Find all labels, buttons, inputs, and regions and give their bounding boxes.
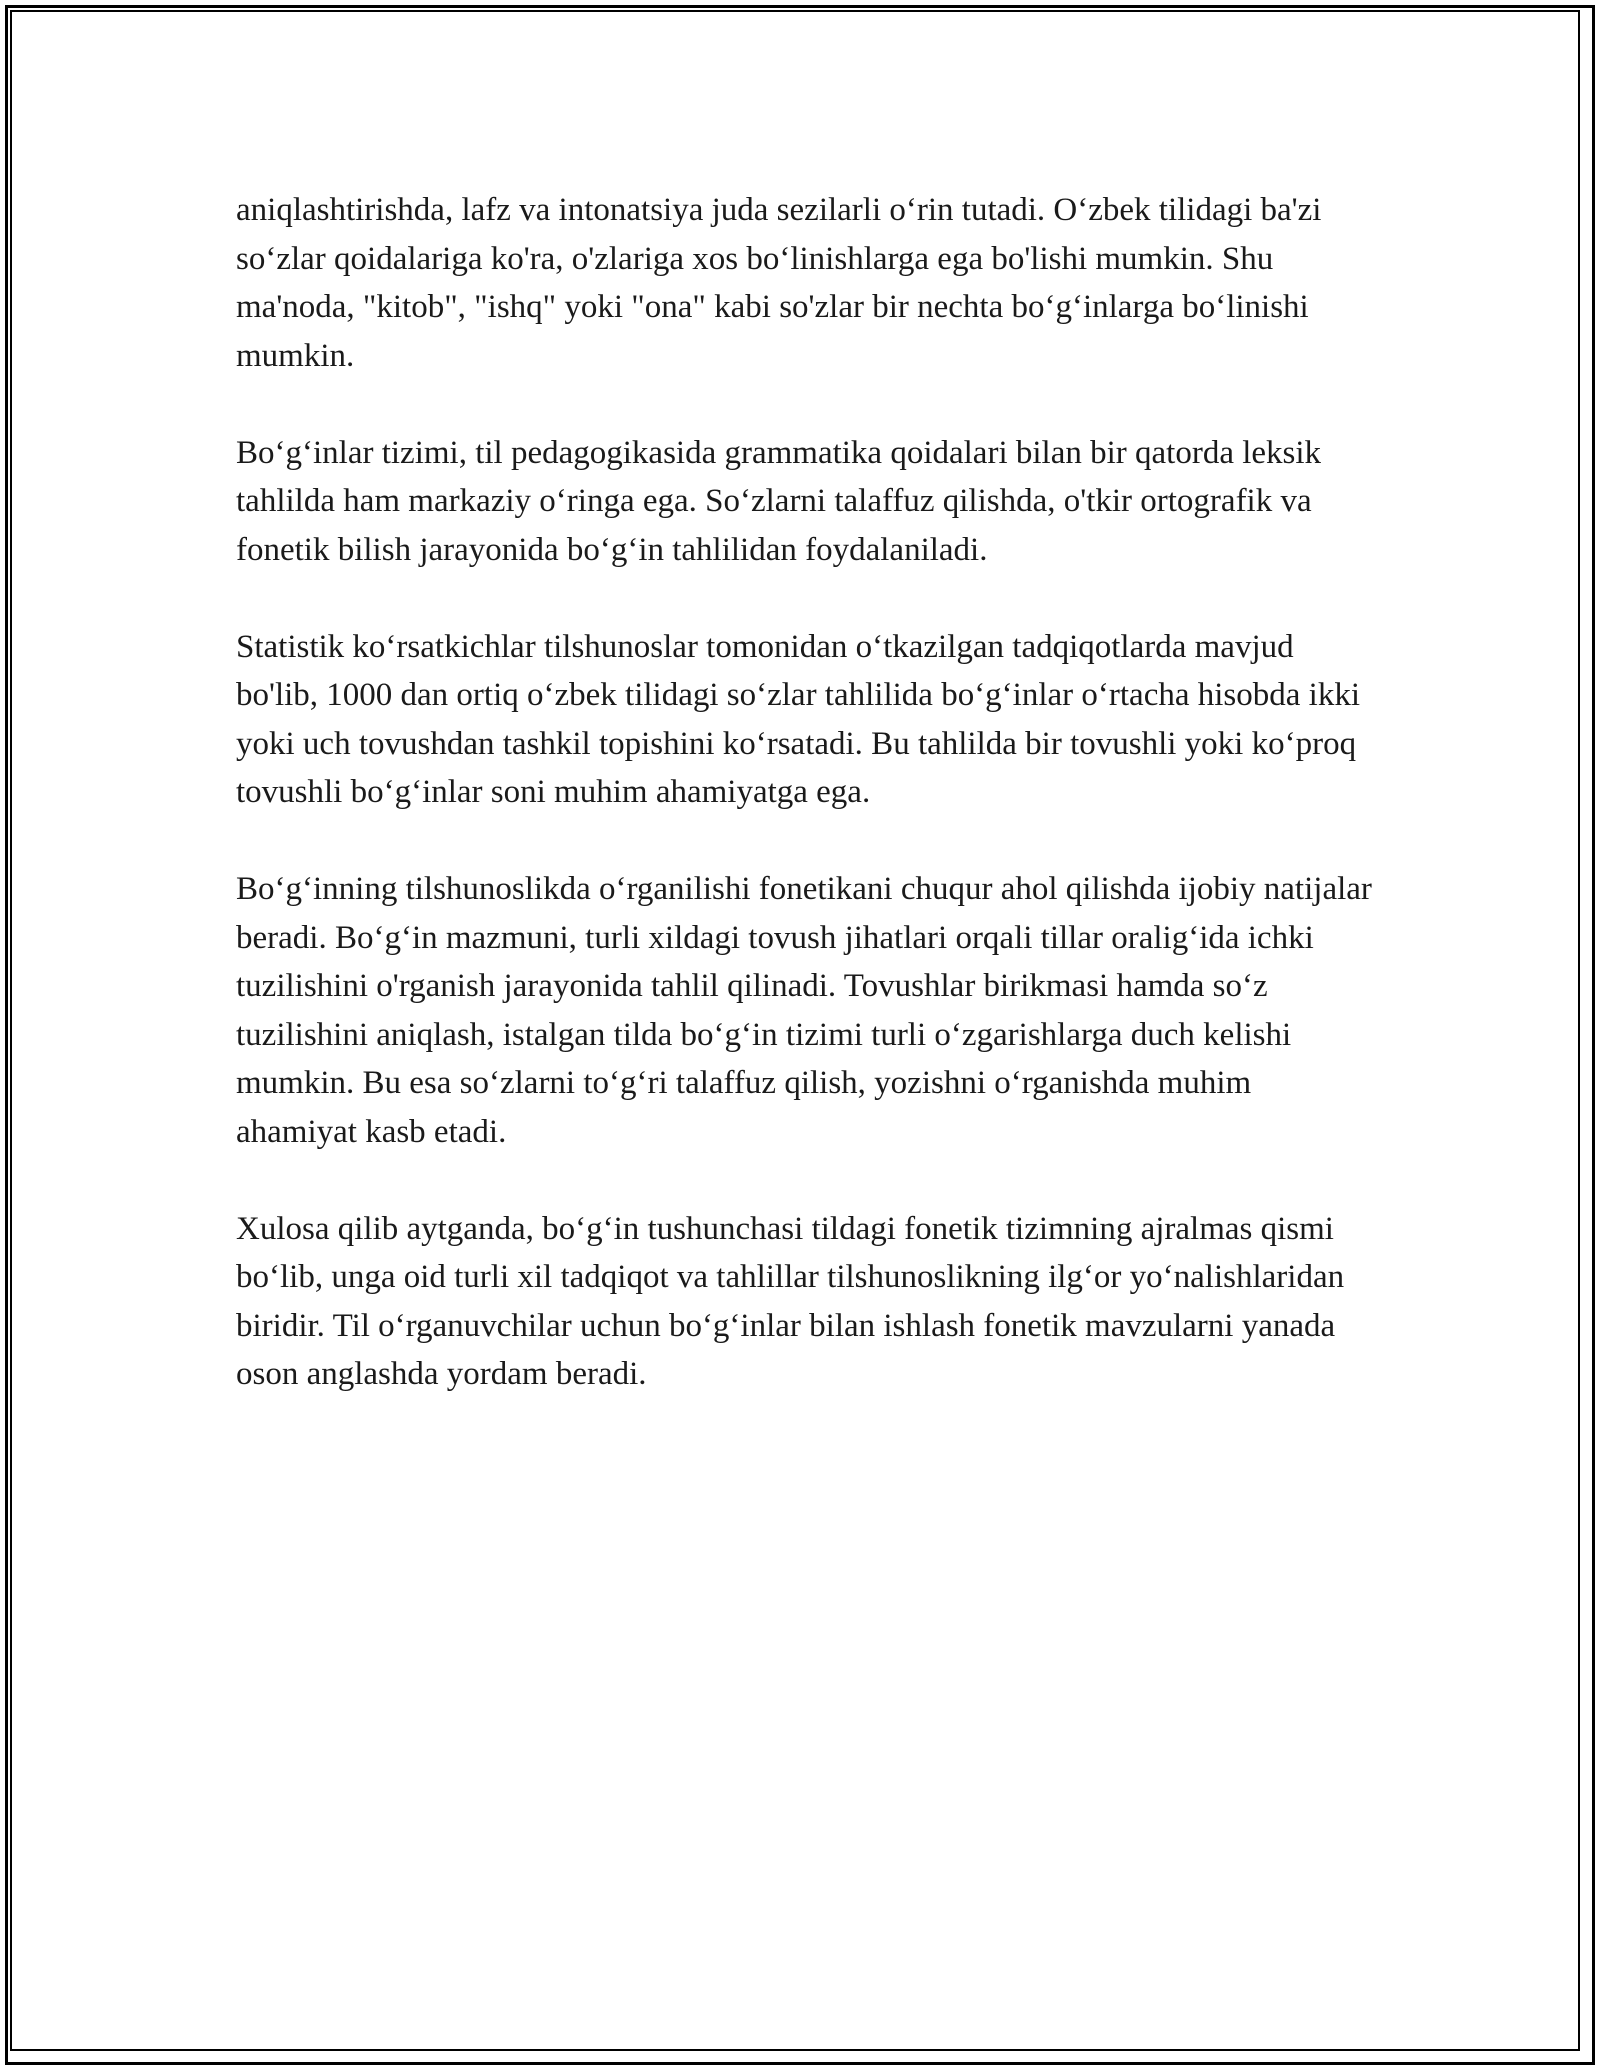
- paragraph-2: Bo‘g‘inlar tizimi, til pedagogikasida grammatika qoidalari bilan bir qatorda leksik tahlilda ham markaziy o‘ringa ega. So‘zlarni talaffuz qilishda, o'tkir ortografik va fonetik bilish jarayonida bo‘g‘in tahlilidan foydalaniladi.: [236, 434, 1322, 568]
- paragraph-3: Statistik ko‘rsatkichlar tilshunoslar tomonidan o‘tkazilgan tadqiqotlarda mavjud bo'lib, 1000 dan ortiq o‘zbek tilidagi so‘zlar tahlilida bo‘g‘inlar o‘rtacha hisobda ikki yoki uch tovushdan tashkil topishini ko‘rsatadi. Bu tahlilda bir tovushli yoki ko‘proq tovushli bo‘g‘inlar soni muhim ahamiyatga ega.: [236, 628, 1360, 810]
- paragraph-5: Xulosa qilib aytganda, bo‘g‘in tushunchasi tildagi fonetik tizimning ajralmas qismi bo‘lib, unga oid turli xil tadqiqot va tahlillar tilshunoslikning ilg‘or yo‘nalishlaridan biridir. Til o‘rganuvchilar uchun bo‘g‘inlar bilan ishlash fonetik mavzularni yanada oson anglashda yordam beradi.: [236, 1210, 1345, 1392]
- document-body: [236, 186, 1376, 1447]
- paragraph-4: Bo‘g‘inning tilshunoslikda o‘rganilishi fonetikani chuqur ahol qilishda ijobiy natijalar beradi. Bo‘g‘in mazmuni, turli xildagi tovush jihatlari orqali tillar oralig‘ida ichki tuzilishini o'rganish jarayonida tahlil qilinadi. Tovushlar birikmasi hamda so‘z tuzilishini aniqlash, istalgan tilda bo‘g‘in tizimi turli o‘zgarishlarga duch kelishi mumkin. Bu esa so‘zlarni to‘g‘ri talaffuz qilish, yozishni o‘rganishda muhim ahamiyat kasb etadi.: [236, 871, 1372, 1150]
- paragraph-1: aniqlashtirishda, lafz va intonatsiya juda sezilarli o‘rin tutadi. O‘zbek tilidagi ba'zi so‘zlar qoidalariga ko'ra, o'zlariga xos bo‘linishlarga ega bo'lishi mumkin. Shu ma'noda, "kitob", "ishq" yoki "ona" kabi so'zlar bir nechta bo‘g‘inlarga bo‘linishi mumkin.: [236, 192, 1322, 374]
